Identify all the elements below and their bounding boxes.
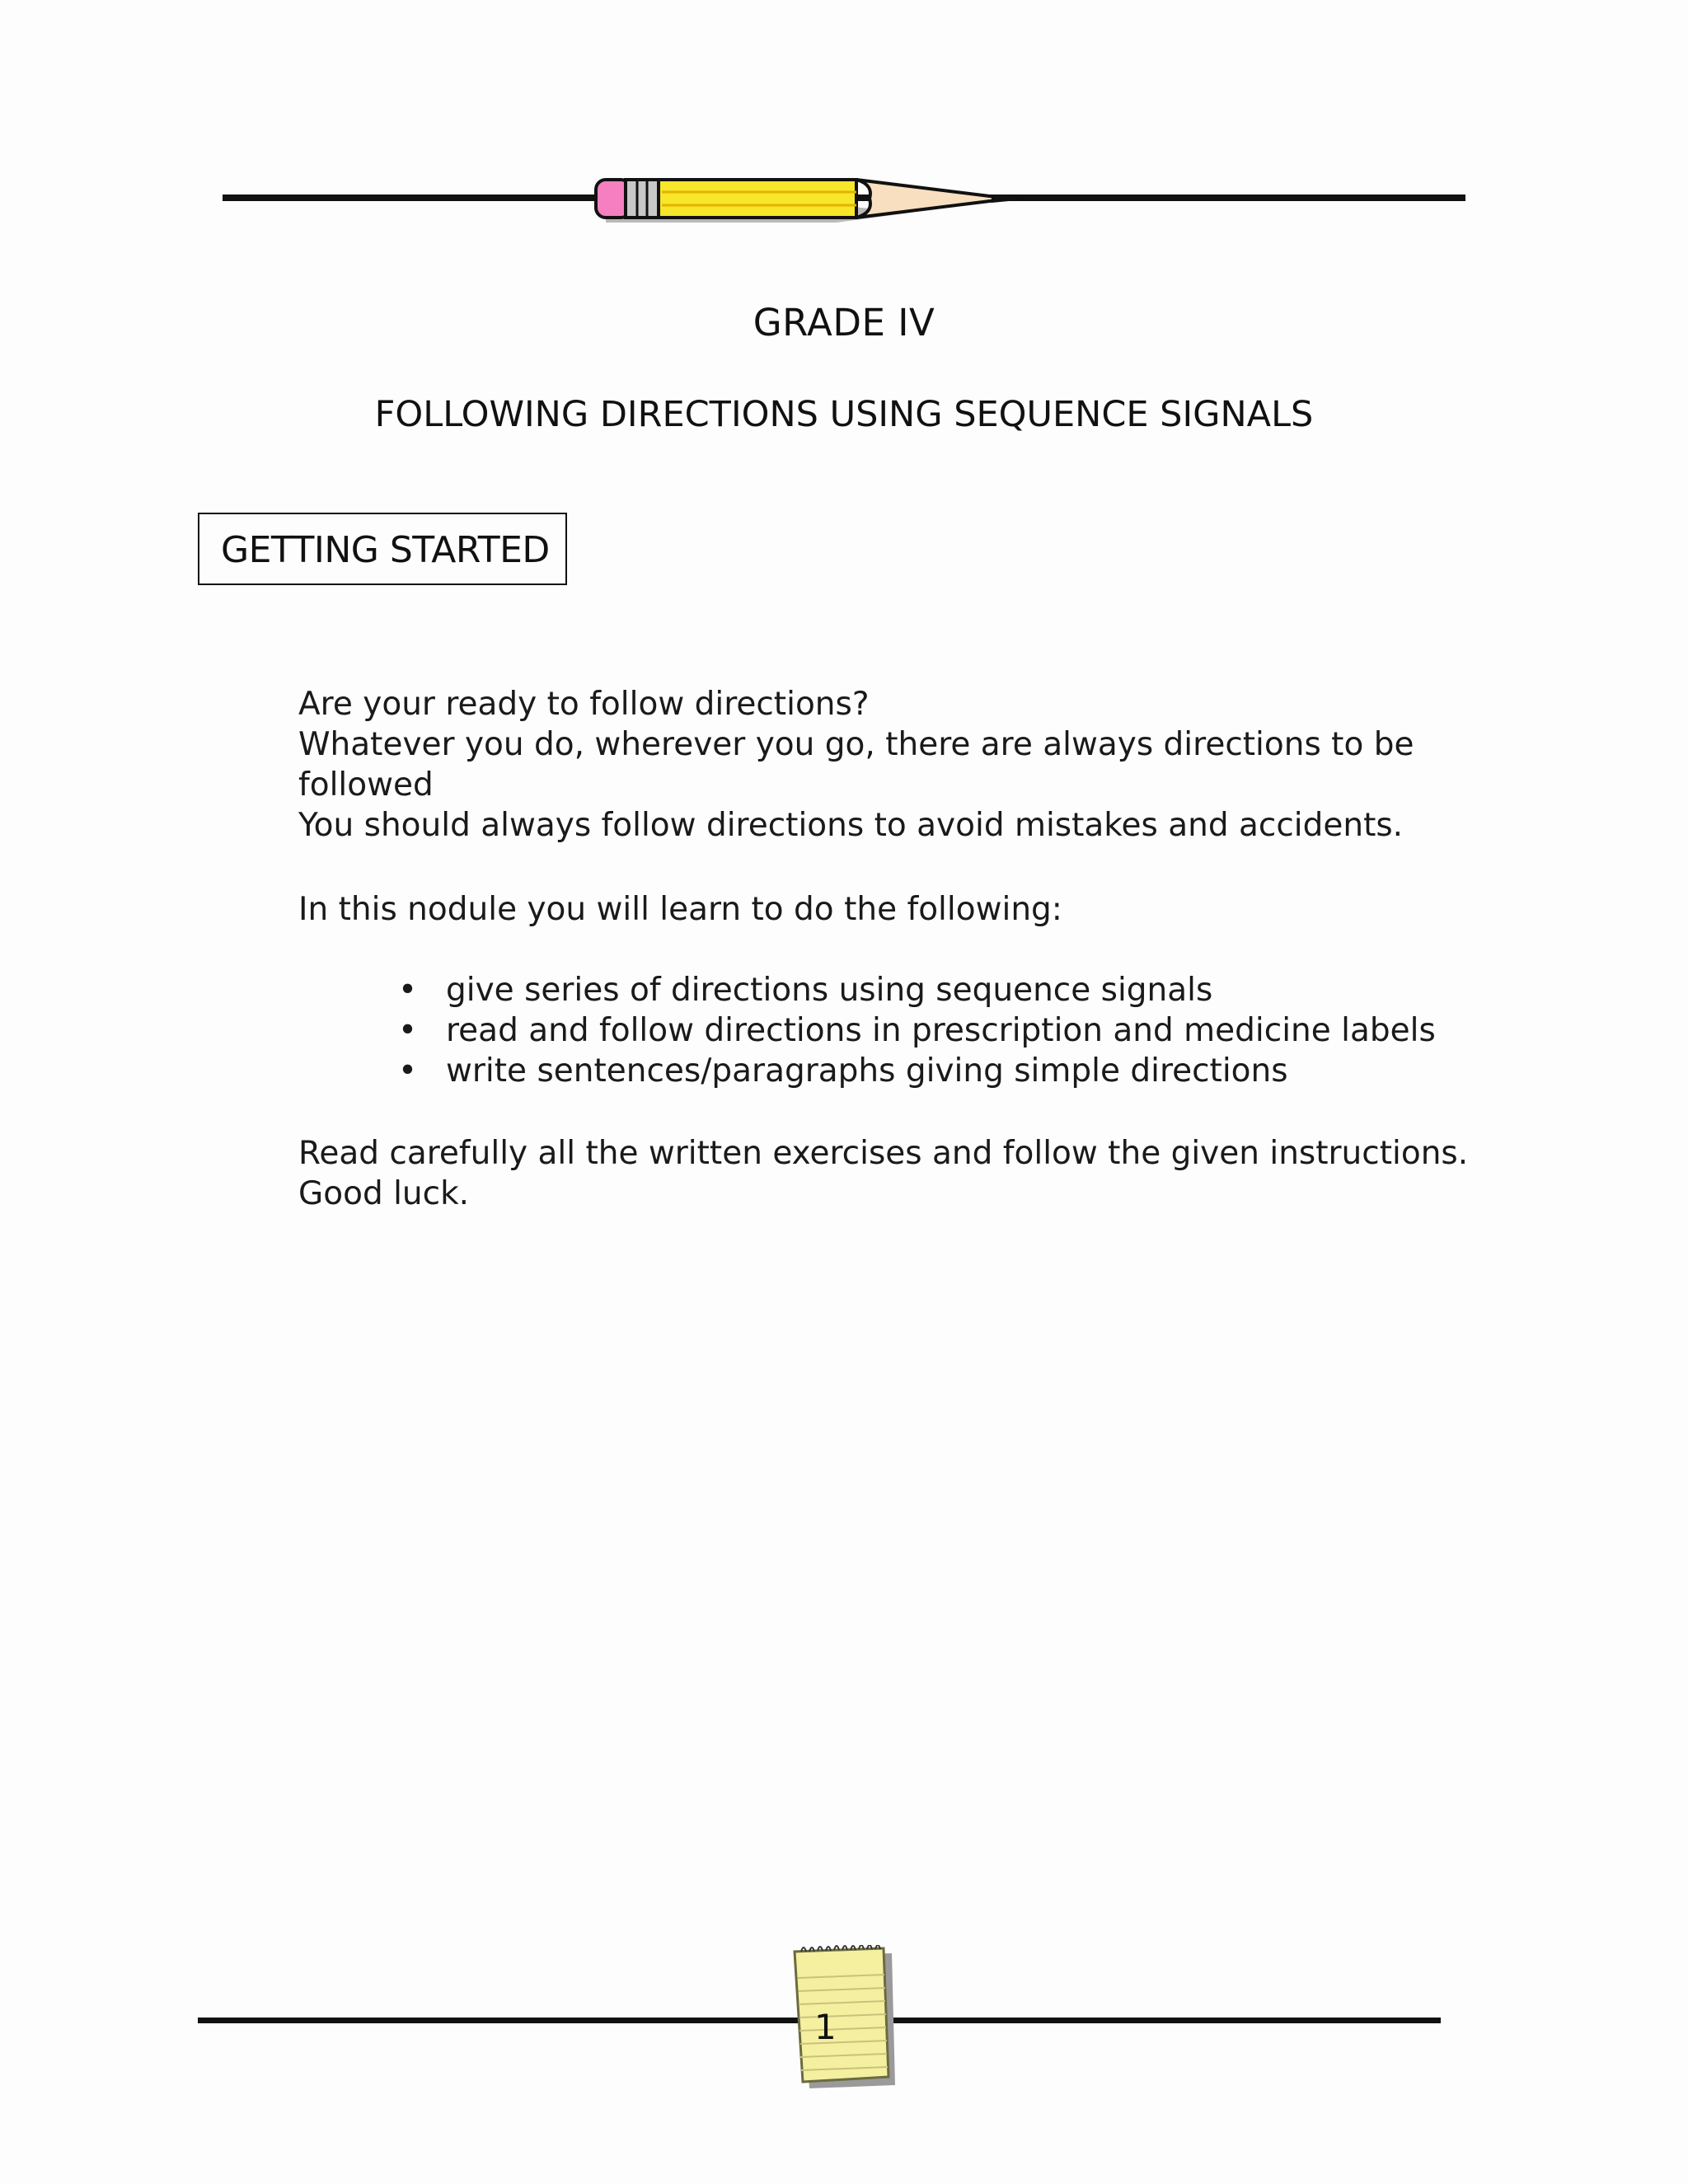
section-heading: GETTING STARTED bbox=[221, 529, 550, 571]
intro-paragraph bbox=[298, 684, 1502, 846]
objective-text: write sentences/paragraphs giving simple directions bbox=[446, 1052, 1288, 1090]
bullet-icon: • bbox=[398, 1012, 418, 1049]
intro-line: Whatever you do, wherever you go, there are always directions to be bbox=[298, 726, 1414, 763]
grade-title: GRADE IV bbox=[753, 301, 935, 344]
section-heading-box bbox=[198, 513, 567, 585]
learn-intro bbox=[298, 889, 1502, 930]
notepad-icon bbox=[790, 1945, 897, 2090]
lesson-title: FOLLOWING DIRECTIONS USING SEQUENCE SIGNALS bbox=[374, 394, 1314, 435]
closing-line: Good luck. bbox=[298, 1175, 470, 1212]
page-number: 1 bbox=[814, 2007, 837, 2047]
intro-line: Are your ready to follow directions? bbox=[298, 686, 870, 723]
list-item bbox=[392, 1051, 1436, 1091]
objective-text: give series of directions using sequence signals bbox=[446, 972, 1213, 1009]
list-item bbox=[392, 970, 1436, 1010]
closing-paragraph bbox=[298, 1133, 1502, 1214]
bullet-icon: • bbox=[398, 1052, 418, 1090]
objectives-list bbox=[392, 970, 1436, 1091]
intro-line: followed bbox=[298, 766, 434, 804]
closing-line: Read carefully all the written exercises and follow the given instructions. bbox=[298, 1135, 1469, 1172]
bullet-icon: • bbox=[398, 972, 418, 1009]
list-item bbox=[392, 1010, 1436, 1051]
pencil-icon bbox=[589, 168, 1051, 234]
intro-line: You should always follow directions to avoid mistakes and accidents. bbox=[298, 807, 1404, 844]
objective-text: read and follow directions in prescription and medicine labels bbox=[446, 1012, 1436, 1049]
learn-intro-text: In this nodule you will learn to do the following: bbox=[298, 891, 1062, 928]
